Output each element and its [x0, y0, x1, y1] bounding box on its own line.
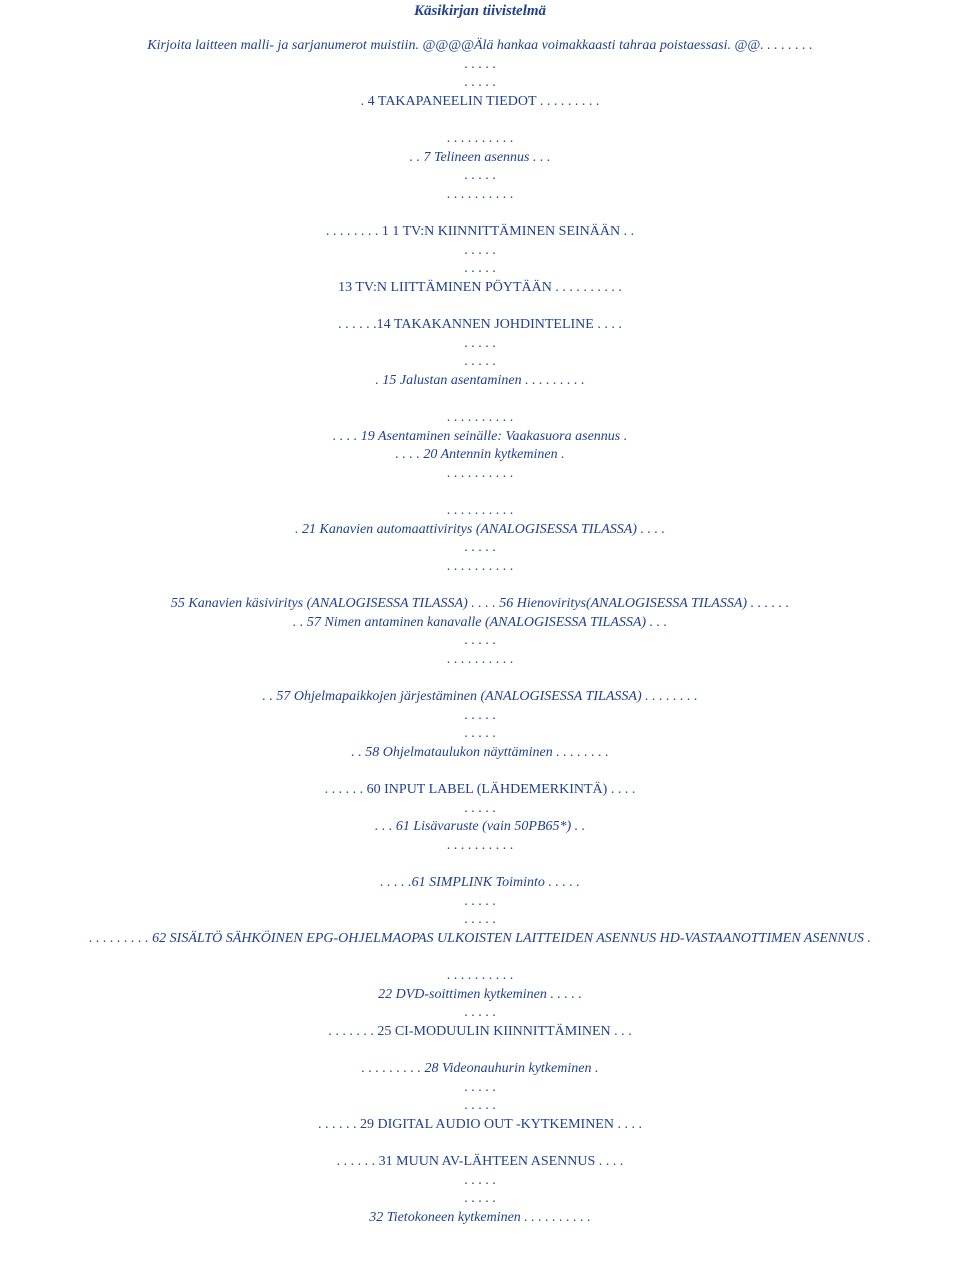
toc-line: . . 58 Ohjelmataulukon näyttäminen . . . . . . . .	[351, 744, 609, 760]
toc-line: . . . . .	[464, 912, 496, 928]
toc-line: . . . . .	[464, 707, 496, 723]
toc-line: . . . . .	[464, 540, 496, 556]
toc-line: . . . . . . 29 DIGITAL AUDIO OUT -KYTKEMINEN . . . .	[318, 1116, 642, 1132]
toc-line: . . . 61 Lisävaruste (vain 50PB65*) . .	[374, 819, 586, 835]
toc-line: . . . . .	[464, 1079, 496, 1095]
toc-line: . . . . . . . 25 CI-MODUULIN KIINNITTÄMINEN . . .	[328, 1023, 632, 1039]
toc-line: . . . . .	[464, 75, 496, 91]
toc-line: . . . . .	[464, 1098, 496, 1114]
toc-line: 13 TV:N LIITTÄMINEN PÖYTÄÄN . . . . . . . . . .	[338, 279, 622, 295]
toc-line: . . . . . . . . . .	[446, 186, 514, 202]
toc-line: . . . . . . . . . .	[446, 837, 514, 853]
toc-line: . . 57 Ohjelmapaikkojen järjestäminen (ANALOGISESSA TILASSA) . . . . . . . .	[262, 689, 698, 704]
toc-line: . 4 TAKAPANEELIN TIEDOT . . . . . . . . .	[360, 93, 600, 109]
toc-line: 22 DVD-soittimen kytkeminen . . . . .	[378, 986, 582, 1002]
toc-line: . 21 Kanavien automaattiviritys (ANALOGISESSA TILASSA) . . . .	[295, 521, 665, 537]
toc-line: . . . . .	[464, 242, 496, 258]
toc-line: . . . . .	[464, 726, 496, 742]
toc-line: . . . . .	[464, 1005, 496, 1021]
toc-line: . . . . . . 60 INPUT LABEL (LÄHDEMERKINTÄ) . . . .	[324, 782, 636, 797]
toc-line: . . . . . . . . . .	[446, 651, 514, 667]
toc-line: . 15 Jalustan asentaminen . . . . . . . . .	[375, 372, 585, 388]
toc-line: . . . . .	[464, 261, 496, 277]
toc-line: . . . . .	[464, 335, 496, 351]
toc-line: . . . . . . . . . .	[446, 558, 514, 574]
toc-line: 32 Tietokoneen kytkeminen . . . . . . . . . .	[369, 1209, 591, 1225]
toc-line: . . . . . . . . . .	[446, 131, 514, 146]
toc-line: . . . . . . . . . 62 SISÄLTÖ SÄHKÖINEN EPG-OHJELMAOPAS ULKOISTEN LAITTEIDEN ASENNUS HD-VASTAANOTTIMEN ASENNUS .	[89, 930, 871, 946]
toc-line: . . . . .	[464, 1172, 496, 1188]
toc-line: . . . . . .14 TAKAKANNEN JOHDINTELINE . . . .	[338, 317, 622, 332]
toc-line: . . . . 19 Asentaminen seinälle: Vaakasuora asennus .	[332, 428, 628, 444]
toc-line: . . . . 20 Antennin kytkeminen .	[395, 447, 565, 463]
toc-line: . . . . . . 31 MUUN AV-LÄHTEEN ASENNUS . . . .	[336, 1154, 624, 1169]
toc-line: . . . . .	[464, 168, 496, 184]
toc-line: . . . . . . . . . .	[446, 410, 514, 425]
toc-line: . . . . . . . . . .	[446, 503, 514, 518]
page-title: Käsikirjan tiivistelmä	[413, 3, 547, 19]
toc-line: . . . . . . . . 1 1 TV:N KIINNITTÄMINEN SEINÄÄN . .	[325, 224, 635, 239]
toc-line: . . . . .61 SIMPLINK Toiminto . . . . .	[380, 875, 580, 890]
toc-line: . . 57 Nimen antaminen kanavalle (ANALOGISESSA TILASSA) . . .	[292, 614, 668, 630]
toc-line: . . . . .	[464, 1191, 496, 1207]
toc-line: Kirjoita laitteen malli- ja sarjanumerot muistiin. @@@@Älä hankaa voimakkaasti tahraa poistaessasi. @@. . . . . . . .	[147, 38, 813, 53]
toc-line: . . . . . . . . . .	[446, 465, 514, 481]
toc-line: . . . . .	[464, 56, 496, 72]
toc-line: . . . . .	[464, 800, 496, 816]
toc-line: 55 Kanavien käsiviritys (ANALOGISESSA TILASSA) . . . . 56 Hienoviritys(ANALOGISESSA TILASSA) . . . . . .	[170, 596, 790, 611]
toc-line: . . . . .	[464, 893, 496, 909]
toc-line: . . 7 Telineen asennus . . .	[409, 149, 551, 165]
toc-line: . . . . .	[464, 633, 496, 649]
toc-line: . . . . . . . . . 28 Videonauhurin kytkeminen .	[361, 1061, 599, 1076]
toc-line: . . . . . . . . . .	[446, 968, 514, 983]
toc-line: . . . . .	[464, 354, 496, 370]
